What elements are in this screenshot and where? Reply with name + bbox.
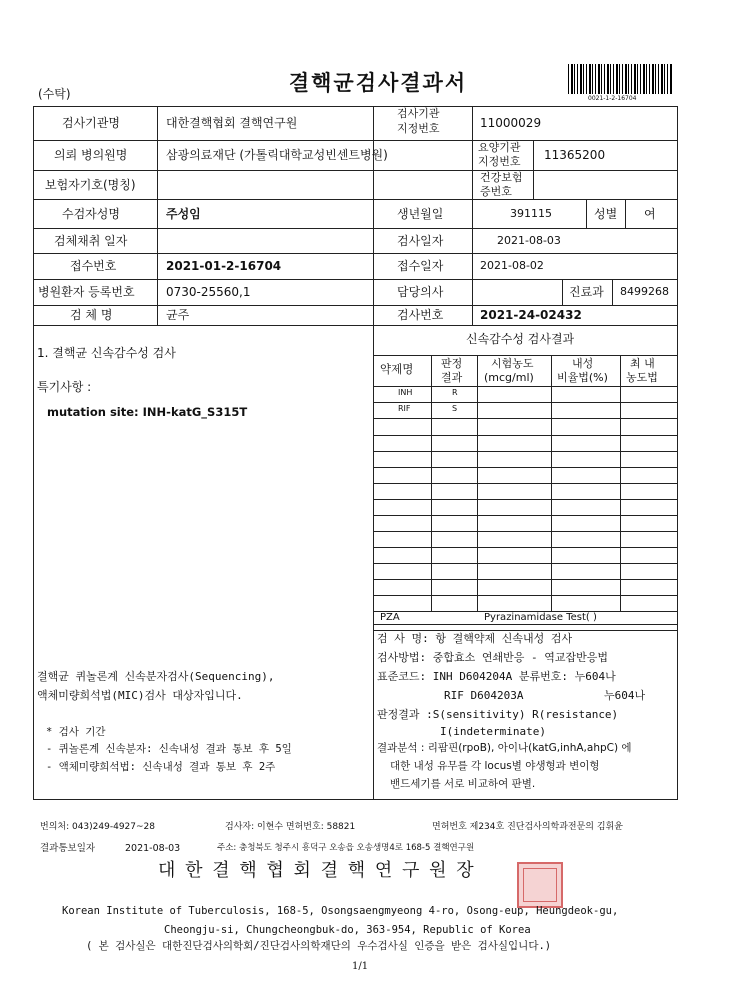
analysis-2: 대한 내성 유무를 각 locus별 야생형과 변이형 <box>390 760 600 772</box>
page-number: 1/1 <box>352 961 369 972</box>
row-rif-result: S <box>452 404 458 413</box>
hospital-no-label-2: 지정번호 <box>478 155 521 168</box>
pza-test: Pyrazinamidase Test( ) <box>484 612 597 623</box>
note-2: 액체미량희석법(MIC)검사 대상자입니다. <box>37 689 243 702</box>
org-name: 대 한 결 핵 협 회 결 핵 연 구 원 장 <box>158 860 476 881</box>
header-resist-2: 비율법(%) <box>557 371 608 384</box>
sex-value: 여 <box>644 207 656 221</box>
agency-no-label: 검사기관 <box>397 107 440 120</box>
period-1: - 퀴놀론계 신속분자: 신속내성 결과 통보 후 5일 <box>46 743 292 755</box>
addr-en-1: Korean Institute of Tuberculosis, 168-5, Osongsaengmyeong 4-ro, Osong-eup, Heungdeok-gu, <box>62 905 619 917</box>
period-2: - 액체미량희석법: 신속내성 결과 통보 후 2주 <box>46 761 276 773</box>
row-inh-drug: INH <box>398 388 413 397</box>
footer-phone: 번의처: 043)249-4927~28 <box>40 822 155 832</box>
receive-label: 접수일자 <box>397 259 444 273</box>
agency-value: 대한결핵협회 결핵연구원 <box>166 116 298 130</box>
header-conc: 시험농도 <box>491 357 534 370</box>
agency-no-label-2: 지정번호 <box>397 122 440 135</box>
header-resist: 내성 <box>572 357 594 370</box>
analysis-1: 결과분석 : 리팜핀(rpoB), 아이나(katG,inhA,ahpC) 에 <box>377 742 632 754</box>
official-seal <box>517 862 563 908</box>
address-kr: 주소: 충청북도 청주시 흥덕구 오송읍 오송생명4로 168-5 결핵연구원 <box>217 843 475 853</box>
special-label: 특기사항 : <box>37 380 92 394</box>
receipt-label: (수탁) <box>38 87 71 101</box>
dept-label: 진료과 <box>569 285 604 299</box>
hospital-label: 의뢰 병의원명 <box>54 148 128 162</box>
period-title: * 검사 기간 <box>46 726 106 738</box>
hospital-value: 삼광의료재단 (가톨릭대학교성빈센트병원) <box>166 148 388 162</box>
notify-date: 2021-08-03 <box>125 843 181 854</box>
collect-label: 검체채취 일자 <box>54 234 128 248</box>
accession-value: 2021-01-2-16704 <box>166 259 282 273</box>
test-date: 2021-08-03 <box>497 234 561 247</box>
header-mic-2: 농도법 <box>626 371 658 384</box>
header-judge: 판정 <box>441 357 463 370</box>
sex-label: 성별 <box>594 207 618 221</box>
hospital-no: 11365200 <box>544 148 606 162</box>
method-method: 검사방법: 중합효소 연쇄반응 - 역교잡반응법 <box>377 651 609 664</box>
birth-value: 391115 <box>510 207 552 220</box>
header-conc-2: (mcg/ml) <box>484 371 534 384</box>
pza-label: PZA <box>380 612 400 623</box>
judge-2: I(indeterminate) <box>440 725 546 738</box>
footer-tester: 검사자: 이현수 면허번호: 58821 <box>225 822 356 832</box>
insurance-no-label: 건강보험 <box>480 171 523 184</box>
specimen-value: 균주 <box>166 308 190 322</box>
barcode <box>568 64 672 94</box>
header-mic: 최 내 <box>630 357 655 370</box>
addr-en-2: Cheongju-si, Chungcheongbuk-do, 363-954, Republic of Korea <box>164 924 531 936</box>
reg-no: 0730-25560,1 <box>166 285 251 299</box>
judge-1: 판정결과 :S(sensitivity) R(resistance) <box>377 708 619 721</box>
doctor-label: 담당의사 <box>397 285 444 299</box>
method-code-1: 표준코드: INH D604204A 분류번호: 누604나 <box>377 670 616 683</box>
patient-name: 주성임 <box>166 207 201 221</box>
dept-value: 8499268 <box>620 285 669 298</box>
method-name: 검 사 명: 항 결핵약제 신속내성 검사 <box>377 632 573 645</box>
header-judge-2: 결과 <box>441 371 463 384</box>
analysis-3: 밴드세기를 서로 비교하여 판별. <box>390 778 536 790</box>
receive-date: 2021-08-02 <box>480 259 544 272</box>
results-title: 신속감수성 검사결과 <box>466 332 575 346</box>
testno-value: 2021-24-02432 <box>480 308 582 322</box>
note-1: 결핵균 퀴놀론계 신속분자검사(Sequencing), <box>37 670 275 683</box>
insurance-no-label-2: 증번호 <box>480 185 512 198</box>
cert-text: ( 본 검사실은 대한진단검사의학회/진단검사의학재단의 우수검사실 인증을 받은 검사실입니다.) <box>86 940 552 952</box>
row-rif-drug: RIF <box>398 404 411 413</box>
row-inh-result: R <box>452 388 458 397</box>
method-code-2b: 누604나 <box>604 689 646 702</box>
birth-label: 생년월일 <box>397 207 444 221</box>
agency-label: 검사기관명 <box>62 116 120 130</box>
accession-label: 접수번호 <box>70 259 117 273</box>
patient-label: 수검자성명 <box>62 207 120 221</box>
hospital-no-label: 요양기관 <box>478 141 521 154</box>
barcode-text: 0021-1-2-16704 <box>588 95 637 102</box>
reg-label: 병원환자 등록번호 <box>38 285 135 299</box>
agency-no: 11000029 <box>480 116 542 130</box>
header-drug: 약제명 <box>380 362 414 376</box>
item-1: 1. 결핵균 신속감수성 검사 <box>37 346 176 360</box>
notify-label: 결과통보일자 <box>40 843 96 854</box>
insurer-label: 보험자기호(명칭) <box>45 178 136 192</box>
test-date-label: 검사일자 <box>397 234 444 248</box>
specimen-label: 검 체 명 <box>70 308 113 322</box>
footer-license: 면허번호 제234호 진단검사의학과전문의 김휘윤 <box>432 822 623 832</box>
method-code-2: RIF D604203A <box>444 689 524 702</box>
testno-label: 검사번호 <box>397 308 444 322</box>
page-title: 결핵균검사결과서 <box>288 70 468 95</box>
mutation-site: mutation site: INH-katG_S315T <box>47 405 248 419</box>
